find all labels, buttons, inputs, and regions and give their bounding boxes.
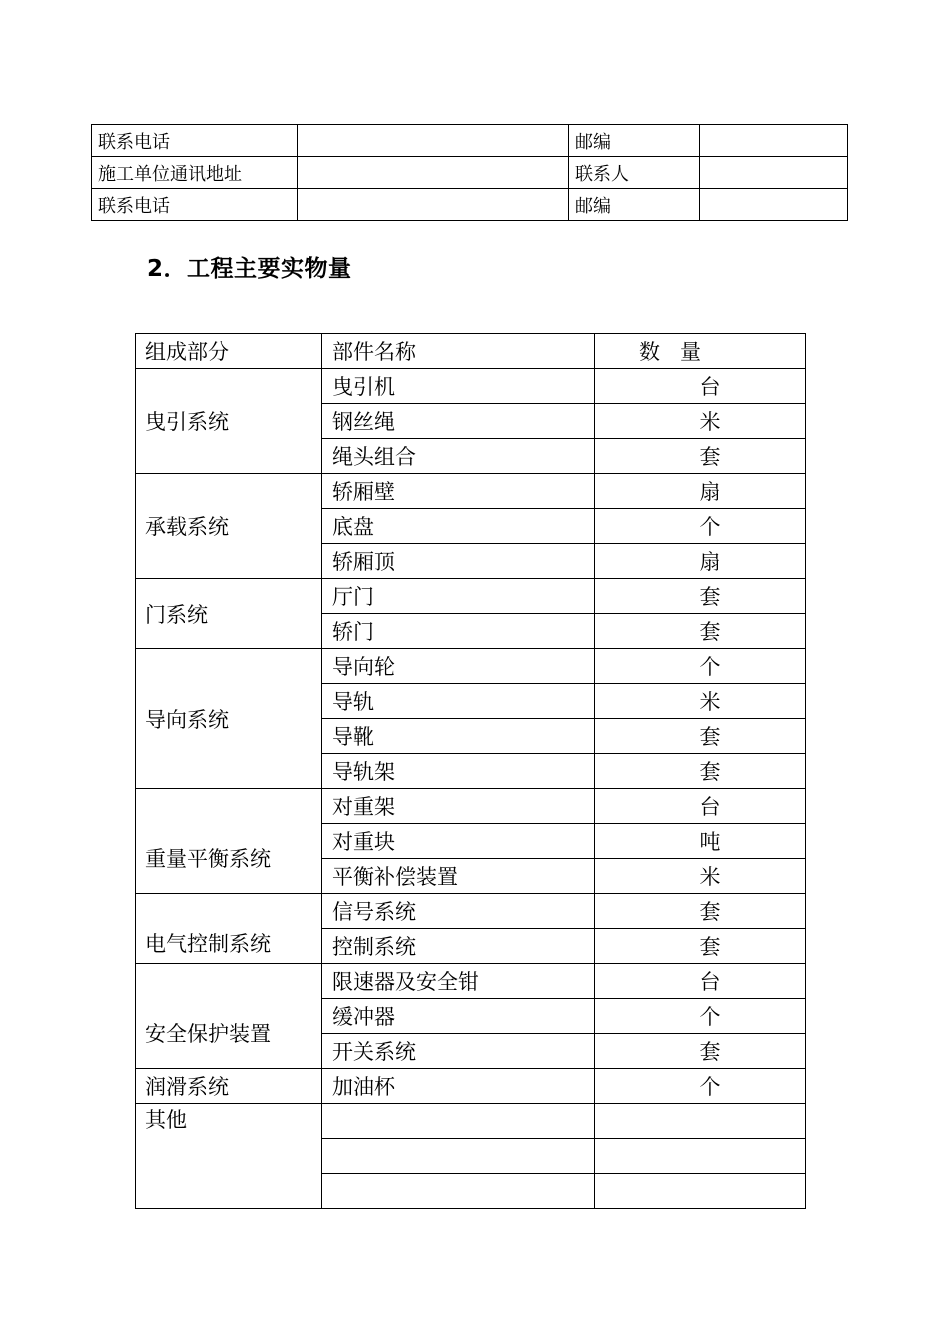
part-name: 导靴 bbox=[322, 719, 595, 754]
table-row bbox=[136, 1069, 806, 1104]
part-unit: 套 bbox=[595, 929, 806, 964]
part-unit: 个 bbox=[595, 509, 806, 544]
column-header-part: 部件名称 bbox=[322, 334, 595, 369]
table-row bbox=[136, 474, 806, 509]
group-cell bbox=[136, 1104, 322, 1209]
column-header-group: 组成部分 bbox=[136, 334, 322, 369]
part-name: 厅门 bbox=[322, 579, 595, 614]
part-unit: 个 bbox=[595, 649, 806, 684]
part-name: 轿厢顶 bbox=[322, 544, 595, 579]
contact-value[interactable] bbox=[298, 125, 569, 157]
group-cell bbox=[136, 964, 322, 1069]
contact-label: 联系电话 bbox=[92, 189, 298, 221]
part-unit: 套 bbox=[595, 439, 806, 474]
part-unit: 扇 bbox=[595, 544, 806, 579]
contact-value[interactable] bbox=[700, 125, 848, 157]
group-cell bbox=[136, 894, 322, 964]
group-cell bbox=[136, 789, 322, 894]
group-cell bbox=[136, 1069, 322, 1104]
part-unit: 套 bbox=[595, 754, 806, 789]
part-name: 对重架 bbox=[322, 789, 595, 824]
group-label: 曳引系统 bbox=[145, 410, 229, 434]
group-label: 承载系统 bbox=[145, 515, 229, 539]
table-row bbox=[92, 189, 848, 221]
group-label: 导向系统 bbox=[145, 707, 229, 732]
part-name: 钢丝绳 bbox=[322, 404, 595, 439]
part-unit: 扇 bbox=[595, 474, 806, 509]
part-name: 曳引机 bbox=[322, 369, 595, 404]
table-row bbox=[136, 894, 806, 929]
section-heading: 2．工程主要实物量 bbox=[147, 256, 352, 282]
part-unit: 套 bbox=[595, 1034, 806, 1069]
contact-value[interactable] bbox=[298, 189, 569, 221]
part-unit: 套 bbox=[595, 719, 806, 754]
part-name: 限速器及安全钳 bbox=[322, 964, 595, 999]
group-label: 门系统 bbox=[145, 602, 208, 627]
table-header-row bbox=[136, 334, 806, 369]
group-label: 润滑系统 bbox=[145, 1075, 229, 1099]
part-name: 底盘 bbox=[322, 509, 595, 544]
part-name: 平衡补偿装置 bbox=[322, 859, 595, 894]
group-label: 重量平衡系统 bbox=[145, 847, 271, 871]
group-cell bbox=[136, 649, 322, 789]
table-row bbox=[136, 649, 806, 684]
part-unit: 米 bbox=[595, 859, 806, 894]
part-name: 加油杯 bbox=[322, 1069, 595, 1104]
part-unit: 米 bbox=[595, 404, 806, 439]
part-name: 缓冲器 bbox=[322, 999, 595, 1034]
part-name: 对重块 bbox=[322, 824, 595, 859]
table-row bbox=[92, 125, 848, 157]
contact-label: 联系人 bbox=[569, 157, 700, 189]
part-unit: 个 bbox=[595, 999, 806, 1034]
table-row bbox=[136, 964, 806, 999]
contact-value[interactable] bbox=[700, 189, 848, 221]
part-unit: 台 bbox=[595, 369, 806, 404]
part-unit: 个 bbox=[595, 1069, 806, 1104]
part-name[interactable] bbox=[322, 1139, 595, 1174]
part-unit: 套 bbox=[595, 894, 806, 929]
part-name: 导向轮 bbox=[322, 649, 595, 684]
part-name: 开关系统 bbox=[322, 1034, 595, 1069]
part-unit[interactable] bbox=[595, 1104, 806, 1139]
part-name: 绳头组合 bbox=[322, 439, 595, 474]
group-label: 安全保护装置 bbox=[145, 1022, 271, 1046]
part-unit: 套 bbox=[595, 579, 806, 614]
part-unit: 米 bbox=[595, 684, 806, 719]
group-cell bbox=[136, 369, 322, 474]
part-unit[interactable] bbox=[595, 1139, 806, 1174]
contact-value[interactable] bbox=[298, 157, 569, 189]
contact-value[interactable] bbox=[700, 157, 848, 189]
part-name: 控制系统 bbox=[322, 929, 595, 964]
part-name: 轿厢壁 bbox=[322, 474, 595, 509]
group-cell bbox=[136, 579, 322, 649]
part-unit: 套 bbox=[595, 614, 806, 649]
part-name: 轿门 bbox=[322, 614, 595, 649]
table-row bbox=[136, 789, 806, 824]
contact-info-table bbox=[91, 124, 848, 221]
part-name: 信号系统 bbox=[322, 894, 595, 929]
part-unit: 吨 bbox=[595, 824, 806, 859]
quantity-table bbox=[135, 333, 806, 1209]
table-row bbox=[136, 369, 806, 404]
part-name: 导轨架 bbox=[322, 754, 595, 789]
contact-label: 邮编 bbox=[569, 125, 700, 157]
group-label: 其他 bbox=[145, 1108, 187, 1132]
column-header-qty: 数 量 bbox=[595, 334, 806, 369]
table-row bbox=[136, 1104, 806, 1139]
table-row bbox=[136, 579, 806, 614]
part-name[interactable] bbox=[322, 1104, 595, 1139]
contact-label: 施工单位通讯地址 bbox=[92, 157, 298, 189]
contact-label: 邮编 bbox=[569, 189, 700, 221]
group-label: 电气控制系统 bbox=[145, 931, 271, 956]
part-unit: 台 bbox=[595, 789, 806, 824]
contact-label: 联系电话 bbox=[92, 125, 298, 157]
group-cell bbox=[136, 474, 322, 579]
part-unit[interactable] bbox=[595, 1174, 806, 1209]
part-name: 导轨 bbox=[322, 684, 595, 719]
part-name[interactable] bbox=[322, 1174, 595, 1209]
table-row bbox=[92, 157, 848, 189]
part-unit: 台 bbox=[595, 964, 806, 999]
